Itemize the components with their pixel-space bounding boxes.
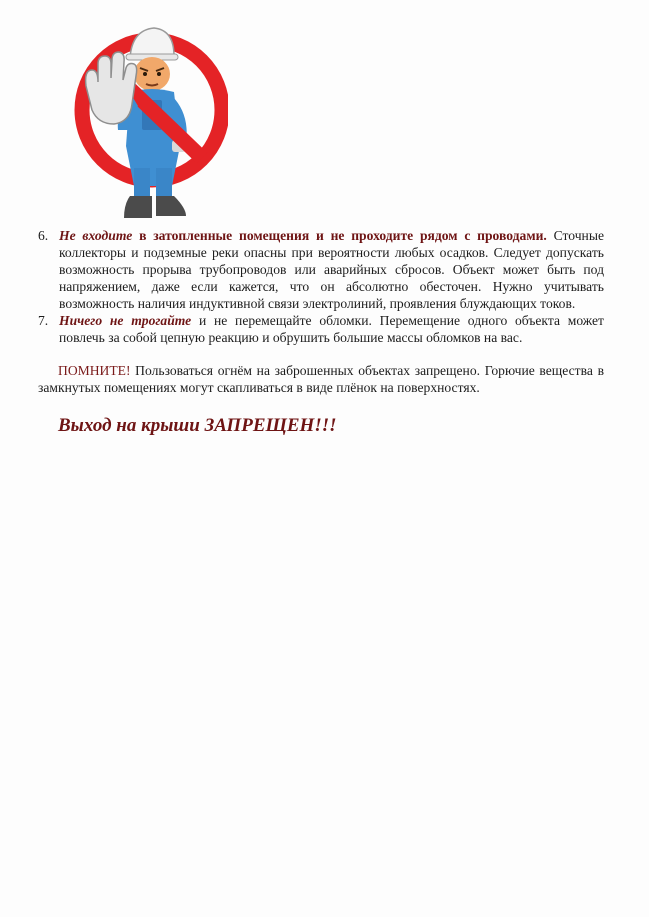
prohibition-illustration (68, 18, 228, 223)
roof-exit-warning: Выход на крыши ЗАПРЕЩЕН!!! (58, 415, 337, 436)
list-item-number: 7. (38, 313, 49, 328)
list-item-text: и не перемещайте обломки. Перемещение одного объекта может повлечь за собой цепную реакцию и обрушить большие массы обломков на вас. (59, 313, 604, 345)
list-item (38, 227, 604, 312)
list-item-number: 6. (38, 228, 49, 243)
remember-paragraph (38, 362, 604, 396)
list-item-lead-italic: Ничего не трогайте (59, 313, 192, 328)
remember-text: Пользоваться огнём на заброшенных объектах запрещено. Горючие вещества в замкнутых помещениях могут скапливаться в виде плёнок на поверхностях. (38, 363, 604, 395)
list-item-lead-bold: в затопленные помещения и не проходите рядом с проводами. (132, 228, 547, 243)
document-body (38, 227, 604, 438)
stop-sign-worker-prohibition-icon (68, 18, 228, 223)
list-item-lead-italic: Не входите (59, 228, 133, 243)
list-item (38, 312, 604, 346)
list-item-text: Сточные коллекторы и подземные реки опасны при вероятности любых осадков. Следует допускать возможность прорыва трубопроводов или аварийных сбросов. Объект может быть под напряжением, даже если кажется, что он абсолютно обесточен. Нужно учитывать возможность наличия индуктивной связи электролиний, проявления блуждающих токов. (59, 228, 604, 311)
remember-label: ПОМНИТЕ! (58, 363, 131, 378)
